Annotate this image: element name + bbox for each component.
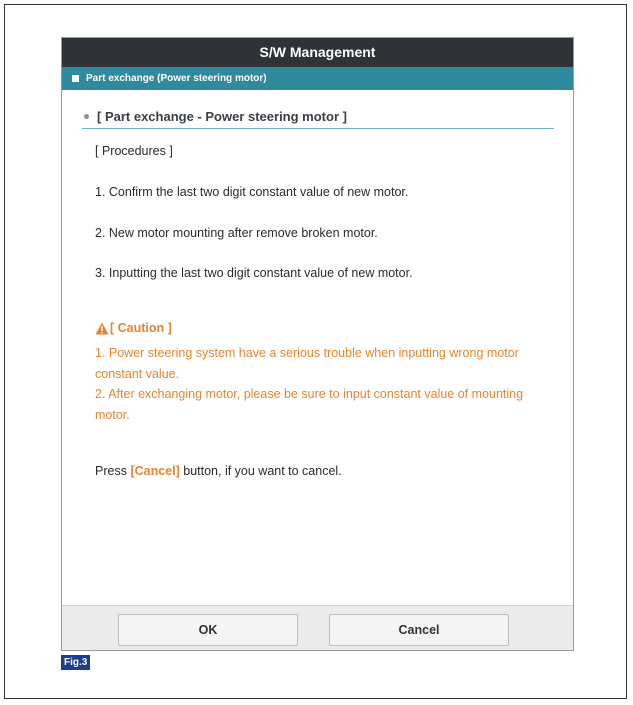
ok-button[interactable]: OK xyxy=(118,614,298,646)
dialog-footer xyxy=(62,605,573,650)
subheader-label: Part exchange (Power steering motor) xyxy=(86,73,267,84)
procedure-step-1: 1. Confirm the last two digit constant value of new motor. xyxy=(95,185,409,199)
caution-item-2: 2. After exchanging motor, please be sure to input constant value of mounting motor. xyxy=(95,387,524,422)
square-bullet-icon xyxy=(72,75,79,82)
cancel-instruction xyxy=(95,464,342,478)
press-suffix: button, if you want to cancel. xyxy=(179,464,342,478)
caution-text xyxy=(95,343,559,425)
dialog-content xyxy=(62,90,573,607)
caution-heading-text: [ Caution ] xyxy=(110,321,172,335)
section-title-text: [ Part exchange - Power steering motor ] xyxy=(97,108,347,124)
procedure-step-3: 3. Inputting the last two digit constant value of new motor. xyxy=(95,266,413,280)
caution-item-1: 1. Power steering system have a serious trouble when inputting wrong motor constant value. xyxy=(95,346,519,381)
section-title xyxy=(82,104,554,129)
procedures-heading: [ Procedures ] xyxy=(95,144,173,158)
warning-icon xyxy=(95,322,109,335)
dot-bullet-icon xyxy=(84,114,89,119)
subheader-bar xyxy=(62,67,573,90)
cancel-button[interactable]: Cancel xyxy=(329,614,509,646)
caution-heading xyxy=(95,321,172,335)
sw-management-dialog xyxy=(61,37,574,651)
press-prefix: Press xyxy=(95,464,131,478)
dialog-title: S/W Management xyxy=(62,38,573,67)
figure-label: Fig.3 xyxy=(61,655,90,670)
cancel-reference: [Cancel] xyxy=(130,464,180,478)
procedure-step-2: 2. New motor mounting after remove broken motor. xyxy=(95,226,378,240)
